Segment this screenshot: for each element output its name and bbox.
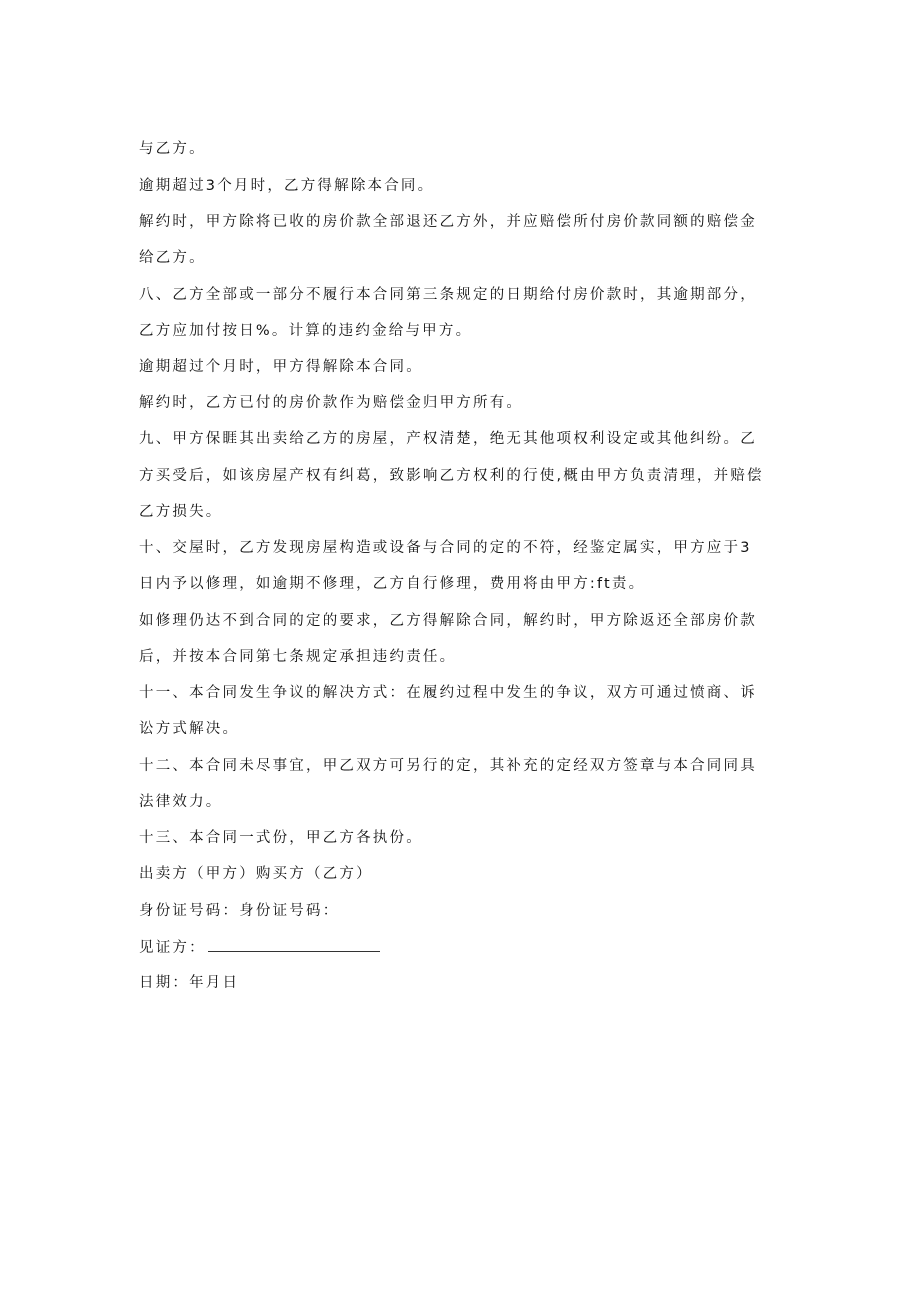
text-line-3: 解约时，甲方除将已收的房价款全部退还乙方外，并应赔偿所付房价款同额的赔偿金 [139, 214, 757, 230]
clause-8-line-2: 乙方应加付按日%。计算的违约金给与甲方。 [139, 323, 473, 339]
clause-10-line-1: 十、交屋时，乙方发现房屋构造或设备与合同的定的不符，经鉴定属实，甲方应于3 [139, 540, 752, 556]
clause-9-line-1: 九、甲方保睚其出卖给乙方的房屋，产权清楚，绝无其他项权利设定或其他纠纷。乙 [139, 431, 757, 447]
text-line-15: 后，并按本合同第七条规定承担违约责任。 [139, 649, 457, 665]
text-line-8: 解约时，乙方已付的房价款作为赔偿金归甲方所有。 [139, 395, 524, 411]
clause-13: 十三、本合同一式份，甲乙方各执份。 [139, 830, 423, 846]
text-line-1: 与乙方。 [139, 141, 206, 157]
text-line-14: 如修理仍达不到合同的定的要求，乙方得解除合同，解约时，甲方除返还全部房价款 [139, 613, 757, 629]
text-line-7: 逾期超过个月时，甲方得解除本合同。 [139, 359, 423, 375]
clause-9-line-3: 乙方损失。 [139, 504, 223, 520]
text-line-2: 逾期超过3个月时，乙方得解除本合同。 [139, 178, 435, 194]
clause-10-line-2: 日内予以修理，如逾期不修理，乙方自行修理，费用将由甲方:ft责。 [139, 576, 646, 592]
parties-line: 出卖方（甲方）购买方（乙方） [139, 866, 373, 882]
clause-12-line-1: 十二、本合同未尽事宜，甲乙双方可另行的定，其补充的定经双方签章与本合同同具 [139, 758, 757, 774]
clause-8-line-1: 八、乙方全部或一部分不履行本合同第三条规定的日期给付房价款时，其逾期部分， [139, 287, 757, 303]
clause-11-line-1: 十一、本合同发生争议的解决方式：在履约过程中发生的争议，双方可通过愤商、诉 [139, 685, 757, 701]
witness-signature-blank [208, 937, 380, 952]
text-line-4: 给乙方。 [139, 250, 206, 266]
id-number-line: 身份证号码：身份证号码： [139, 903, 340, 919]
clause-11-line-2: 讼方式解决。 [139, 721, 240, 737]
clause-12-line-2: 法律效力。 [139, 794, 223, 810]
date-line: 日期：年月日 [139, 975, 240, 991]
witness-line [139, 937, 380, 958]
clause-9-line-2: 方买受后，如该房屋产权有纠葛，致影响乙方权利的行使,概由甲方负责清理，并赔偿 [139, 468, 764, 484]
witness-label: 见证方： [139, 940, 206, 956]
